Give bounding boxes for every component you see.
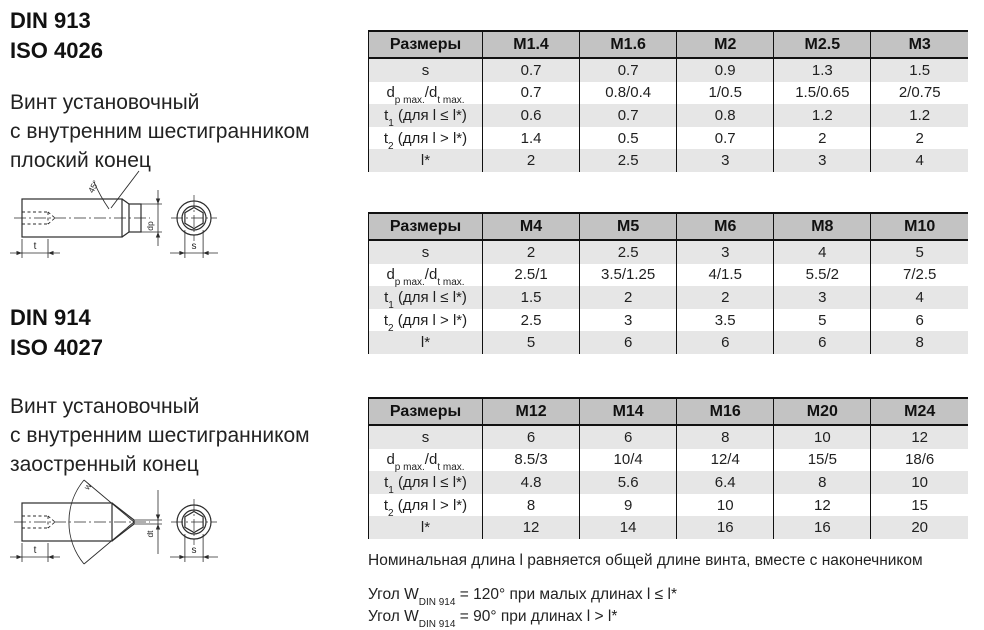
value-cell: 2.5 xyxy=(483,309,580,332)
din914-label: DIN 914 xyxy=(10,305,91,330)
value-cell: 0.9 xyxy=(677,58,774,82)
text-segment: (для l > l*) xyxy=(393,311,468,329)
value-cell: 6 xyxy=(580,331,677,354)
value-cell: 1/0.5 xyxy=(677,82,774,105)
table-row xyxy=(369,516,969,539)
text-segment: l* xyxy=(420,152,431,170)
table-row xyxy=(369,286,969,309)
value-cell: 2 xyxy=(871,127,968,150)
value-cell: 3 xyxy=(677,149,774,172)
text-segment: d xyxy=(386,84,395,102)
text-segment: (для l ≤ l*) xyxy=(393,288,467,306)
value-cell: 3 xyxy=(774,286,871,309)
subscript: p max. xyxy=(394,462,425,474)
row-label xyxy=(369,240,483,264)
text-segment: Угол W xyxy=(368,608,419,625)
row-label xyxy=(369,104,483,127)
row-label xyxy=(369,331,483,354)
din913-heading xyxy=(10,6,103,66)
value-cell: 3 xyxy=(580,309,677,332)
table-row xyxy=(369,449,969,472)
subscript: 2 xyxy=(388,322,394,334)
socket-depth-label: t xyxy=(33,241,37,252)
value-cell: 5.5/2 xyxy=(774,264,871,287)
subscript: DIN 914 xyxy=(418,597,456,609)
value-cell: 10 xyxy=(774,425,871,449)
table-row xyxy=(369,331,969,354)
subscript: DIN 914 xyxy=(418,619,456,630)
value-cell: 4 xyxy=(871,149,968,172)
value-cell: 16 xyxy=(774,516,871,539)
text-segment: t xyxy=(383,129,389,147)
value-cell: 1.2 xyxy=(774,104,871,127)
value-cell: 14 xyxy=(580,516,677,539)
value-cell: 12 xyxy=(774,494,871,517)
flat-point-screw-drawing xyxy=(8,168,240,268)
size-header: M10 xyxy=(871,213,968,240)
table-row xyxy=(369,471,969,494)
value-cell: 2 xyxy=(483,149,580,172)
table-m12-m24-container xyxy=(368,397,968,539)
table-row xyxy=(369,264,969,287)
value-cell: 1.4 xyxy=(483,127,580,150)
description-line: плоский конец xyxy=(10,149,151,172)
header-row xyxy=(369,213,969,240)
value-cell: 1.5 xyxy=(483,286,580,309)
din913-description xyxy=(10,88,310,175)
value-cell: 8 xyxy=(677,425,774,449)
value-cell: 5.6 xyxy=(580,471,677,494)
value-cell: 6 xyxy=(774,331,871,354)
size-header: M20 xyxy=(774,398,871,425)
text-segment: l* xyxy=(420,334,431,352)
value-cell: 1.3 xyxy=(774,58,871,82)
value-cell: 5 xyxy=(774,309,871,332)
value-cell: 4 xyxy=(871,286,968,309)
row-label xyxy=(369,58,483,82)
value-cell: 2 xyxy=(483,240,580,264)
din913-label: DIN 913 xyxy=(10,8,91,33)
text-segment: Номинальная длина l равняется общей длине винта, вместе с наконечником xyxy=(368,552,923,569)
text-segment: t xyxy=(384,106,389,124)
row-label xyxy=(369,286,483,309)
text-segment: t xyxy=(383,311,389,329)
size-header: M5 xyxy=(580,213,677,240)
din914-description xyxy=(10,392,310,479)
value-cell: 3.5/1.25 xyxy=(580,264,677,287)
table-row xyxy=(369,82,969,105)
value-cell: 6 xyxy=(677,331,774,354)
subscript: 1 xyxy=(388,299,394,311)
text-segment: /d xyxy=(424,266,438,284)
size-header: M8 xyxy=(774,213,871,240)
description-line: с внутренним шестигранником xyxy=(10,120,310,143)
text-segment: s xyxy=(421,428,430,446)
value-cell: 12 xyxy=(483,516,580,539)
header-row xyxy=(369,398,969,425)
value-cell: 5 xyxy=(871,240,968,264)
value-cell: 6 xyxy=(483,425,580,449)
subscript: t max. xyxy=(437,462,465,474)
text-segment: t xyxy=(383,496,389,514)
table-row xyxy=(369,494,969,517)
subscript: 2 xyxy=(388,140,394,152)
iso4026-label: ISO 4026 xyxy=(10,38,103,63)
subscript: 2 xyxy=(388,507,394,519)
subscript: p max. xyxy=(394,95,425,107)
value-cell: 18/6 xyxy=(871,449,968,472)
size-header: M12 xyxy=(483,398,580,425)
chamfer-annotation xyxy=(94,171,139,209)
value-cell: 0.8/0.4 xyxy=(580,82,677,105)
dimensions-table-m4-m10 xyxy=(368,212,968,354)
row-label xyxy=(369,149,483,172)
value-cell: 8 xyxy=(483,494,580,517)
text-segment: d xyxy=(386,266,395,284)
value-cell: 3 xyxy=(677,240,774,264)
value-cell: 8 xyxy=(871,331,968,354)
hex-width-label: s xyxy=(191,241,197,252)
value-cell: 9 xyxy=(580,494,677,517)
description-line: Винт установочный xyxy=(10,91,200,114)
value-cell: 4/1.5 xyxy=(677,264,774,287)
value-cell: 0.7 xyxy=(580,58,677,82)
text-segment: t xyxy=(384,473,389,491)
value-cell: 16 xyxy=(677,516,774,539)
subscript: 1 xyxy=(388,117,394,129)
value-cell: 7/2.5 xyxy=(871,264,968,287)
value-cell: 8 xyxy=(774,471,871,494)
note-angle-90 xyxy=(368,608,618,630)
description-line: заостренный конец xyxy=(10,453,199,476)
value-cell: 1.5/0.65 xyxy=(774,82,871,105)
text-segment: s xyxy=(421,243,430,261)
row-label xyxy=(369,449,483,472)
size-header: M3 xyxy=(871,31,968,58)
value-cell: 15/5 xyxy=(774,449,871,472)
table-row xyxy=(369,104,969,127)
value-cell: 4 xyxy=(774,240,871,264)
value-cell: 6 xyxy=(871,309,968,332)
size-header: M4 xyxy=(483,213,580,240)
value-cell: 15 xyxy=(871,494,968,517)
text-segment: (для l > l*) xyxy=(393,129,468,147)
table-m4-m10-container xyxy=(368,212,968,354)
size-header: M1.6 xyxy=(580,31,677,58)
text-segment: /d xyxy=(424,451,438,469)
din914-heading xyxy=(10,303,103,363)
value-cell: 6.4 xyxy=(677,471,774,494)
subscript: p max. xyxy=(394,277,425,289)
text-segment: /d xyxy=(424,84,438,102)
cone-angle-label: w xyxy=(81,480,94,492)
value-cell: 1.2 xyxy=(871,104,968,127)
text-segment: l* xyxy=(420,519,431,537)
note-nominal-length xyxy=(368,552,923,570)
value-cell: 2 xyxy=(677,286,774,309)
value-cell: 10 xyxy=(871,471,968,494)
iso4027-label: ISO 4027 xyxy=(10,335,103,360)
table-row xyxy=(369,149,969,172)
row-label xyxy=(369,494,483,517)
value-cell: 3.5 xyxy=(677,309,774,332)
text-segment: (для l ≤ l*) xyxy=(393,473,467,491)
value-cell: 0.6 xyxy=(483,104,580,127)
dimensions-table-m12-m24 xyxy=(368,397,968,539)
value-cell: 10 xyxy=(677,494,774,517)
value-cell: 4.8 xyxy=(483,471,580,494)
text-segment: (для l ≤ l*) xyxy=(393,106,467,124)
value-cell: 2 xyxy=(774,127,871,150)
note-angle-120 xyxy=(368,586,677,609)
size-header: M2 xyxy=(677,31,774,58)
tip-diameter-label: dp xyxy=(145,221,155,231)
value-cell: 12/4 xyxy=(677,449,774,472)
subscript: 1 xyxy=(388,484,394,496)
value-cell: 0.8 xyxy=(677,104,774,127)
size-header: M16 xyxy=(677,398,774,425)
table-m1-4-m3-container xyxy=(368,30,968,172)
value-cell: 5 xyxy=(483,331,580,354)
subscript: t max. xyxy=(437,277,465,289)
tip-diameter-label: dt xyxy=(145,530,155,538)
text-segment: = 90° при длинах l > l* xyxy=(455,608,618,625)
row-label xyxy=(369,264,483,287)
row-label xyxy=(369,309,483,332)
description-line: Винт установочный xyxy=(10,395,200,418)
size-header: M24 xyxy=(871,398,968,425)
value-cell: 2/0.75 xyxy=(871,82,968,105)
socket-depth-label: t xyxy=(33,545,37,556)
subscript: t max. xyxy=(437,95,465,107)
sizes-column-header: Размеры xyxy=(369,398,483,425)
text-segment: t xyxy=(384,288,389,306)
value-cell: 0.7 xyxy=(580,104,677,127)
table-row xyxy=(369,425,969,449)
header-row xyxy=(369,31,969,58)
text-segment: (для l > l*) xyxy=(393,496,468,514)
value-cell: 1.5 xyxy=(871,58,968,82)
row-label xyxy=(369,471,483,494)
value-cell: 0.7 xyxy=(483,82,580,105)
description-line: с внутренним шестигранником xyxy=(10,424,310,447)
size-header: M6 xyxy=(677,213,774,240)
table-row xyxy=(369,127,969,150)
dimension-lines xyxy=(10,490,218,562)
dimensions-table-m1-4-m3 xyxy=(368,30,968,172)
cone-point-screw-drawing xyxy=(8,472,240,572)
value-cell: 2.5 xyxy=(580,149,677,172)
text-segment: Угол W xyxy=(368,586,419,603)
value-cell: 0.7 xyxy=(483,58,580,82)
size-header: M2.5 xyxy=(774,31,871,58)
hex-width-label: s xyxy=(191,545,197,556)
value-cell: 10/4 xyxy=(580,449,677,472)
value-cell: 0.5 xyxy=(580,127,677,150)
value-cell: 2 xyxy=(580,286,677,309)
sizes-column-header: Размеры xyxy=(369,31,483,58)
table-row xyxy=(369,240,969,264)
row-label xyxy=(369,127,483,150)
table-row xyxy=(369,58,969,82)
value-cell: 12 xyxy=(871,425,968,449)
value-cell: 2.5 xyxy=(580,240,677,264)
value-cell: 3 xyxy=(774,149,871,172)
text-segment: s xyxy=(421,61,430,79)
text-segment: d xyxy=(386,451,395,469)
value-cell: 6 xyxy=(580,425,677,449)
size-header: M14 xyxy=(580,398,677,425)
text-segment: = 120° при малых длинах l ≤ l* xyxy=(455,586,677,603)
row-label xyxy=(369,82,483,105)
sizes-column-header: Размеры xyxy=(369,213,483,240)
value-cell: 20 xyxy=(871,516,968,539)
table-row xyxy=(369,309,969,332)
value-cell: 8.5/3 xyxy=(483,449,580,472)
chamfer-angle-label: 45° xyxy=(85,178,101,195)
row-label xyxy=(369,425,483,449)
row-label xyxy=(369,516,483,539)
value-cell: 0.7 xyxy=(677,127,774,150)
size-header: M1.4 xyxy=(483,31,580,58)
value-cell: 2.5/1 xyxy=(483,264,580,287)
